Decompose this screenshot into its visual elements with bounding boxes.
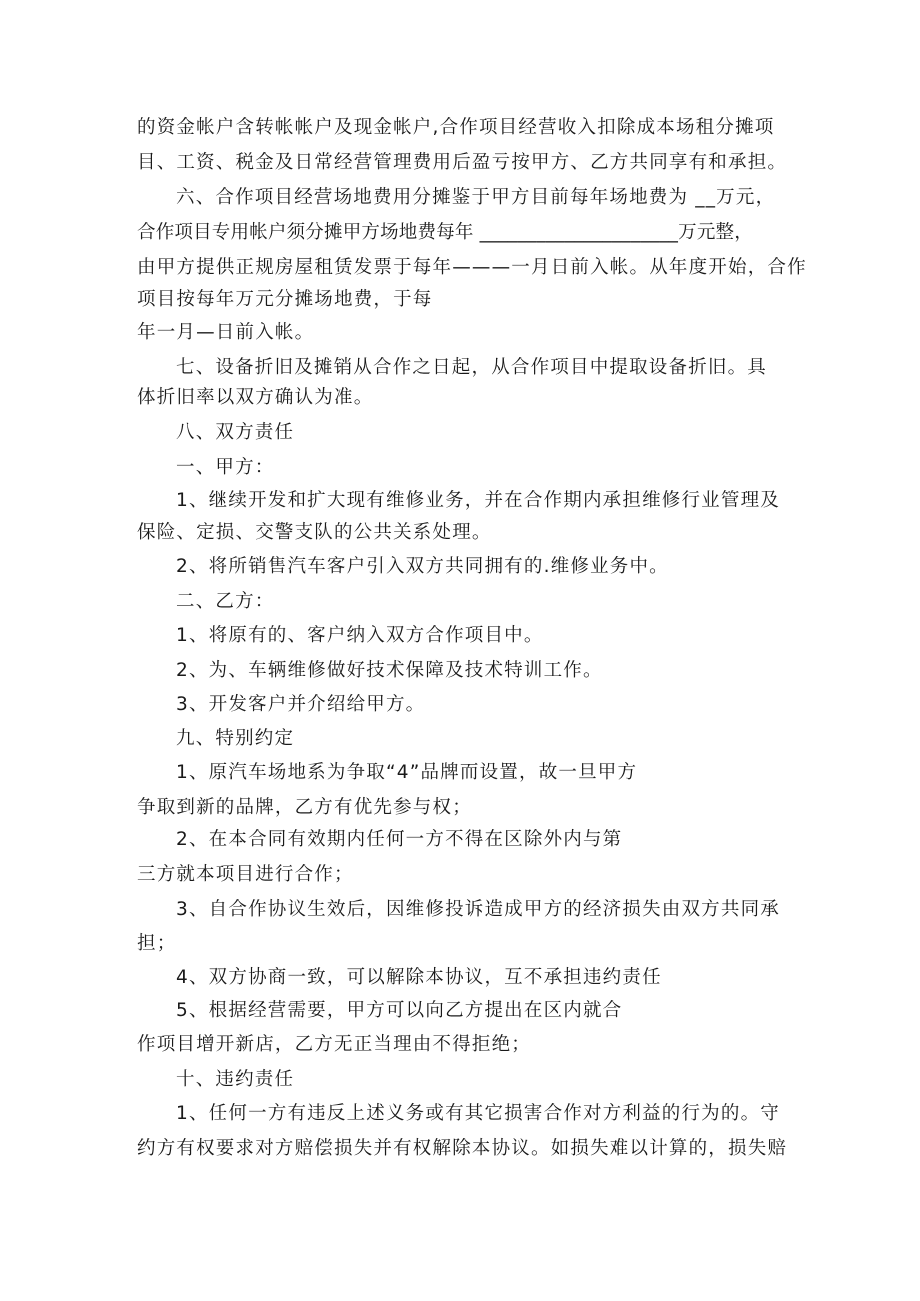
- paragraph-line: 六、合作项目经营场地费用分摊鉴于甲方目前每年场地费为 __万元，: [176, 187, 776, 208]
- paragraph-line: 约方有权要求对方赔偿损失并有权解除本协议。如损失难以计算的，损失赔: [137, 1138, 788, 1159]
- paragraph-line: 2、在本合同有效期内任何一方不得在区除外内与第: [176, 829, 623, 850]
- paragraph-line: 七、设备折旧及摊销从合作之日起，从合作项目中提取设备折旧。具: [176, 357, 768, 378]
- paragraph-line: 1、继续开发和扩大现有维修业务，并在合作期内承担维修行业管理及: [176, 490, 780, 511]
- paragraph-line: 的资金帐户含转帐帐户及现金帐户,合作项目经营收入扣除成本场租分摊项: [137, 117, 775, 138]
- paragraph-line: 5、根据经营需要，甲方可以向乙方提出在区内就合: [176, 1000, 623, 1021]
- paragraph-line: 1、任何一方有违反上述义务或有其它损害合作对方利益的行为的。守: [176, 1103, 780, 1124]
- paragraph-line: 合作项目专用帐户须分摊甲方场地费每年 _____________________万元整，: [137, 222, 753, 243]
- paragraph-line: 目、工资、税金及日常经营管理费用后盈亏按甲方、乙方共同享有和承担。: [137, 152, 788, 173]
- paragraph-line: 三方就本项目进行合作；: [137, 864, 354, 885]
- paragraph-line: 4、双方协商一致，可以解除本协议，互不承担违约责任: [176, 967, 662, 988]
- subsection-heading: 一、甲方：: [176, 457, 275, 478]
- section-heading: 九、特别约定: [176, 728, 295, 749]
- paragraph-line: 2、将所销售汽车客户引入双方共同拥有的.维修业务中。: [176, 556, 669, 577]
- paragraph-line: 保险、定损、交警支队的公共关系处理。: [137, 522, 492, 543]
- paragraph-line: 作项目增开新店，乙方无正当理由不得拒绝；: [137, 1034, 532, 1055]
- subsection-heading: 二、乙方：: [176, 591, 275, 612]
- paragraph-line: 争取到新的品牌，乙方有优先参与权；: [137, 797, 472, 818]
- paragraph-line: 由甲方提供正规房屋租赁发票于每年———一月日前入帐。从年度开始，合作: [137, 257, 807, 278]
- paragraph-line: 1、将原有的、客户纳入双方合作项目中。: [176, 625, 544, 646]
- section-heading: 十、违约责任: [176, 1069, 295, 1090]
- paragraph-line: 体折旧率以双方确认为准。: [137, 387, 374, 408]
- paragraph-line: 担；: [137, 933, 177, 954]
- paragraph-line: 年一月—日前入帐。: [137, 322, 315, 343]
- paragraph-line: 2、为、车辆维修做好技术保障及技术特训工作。: [176, 660, 603, 681]
- paragraph-line: 3、自合作协议生效后，因维修投诉造成甲方的经济损失由双方共同承: [176, 899, 780, 920]
- paragraph-line: 1、原汽车场地系为争取“4”品牌而设置，故一旦甲方: [176, 762, 638, 783]
- paragraph-line: 项目按每年万元分摊场地费，于每: [137, 289, 433, 310]
- section-heading: 八、双方责任: [176, 422, 295, 443]
- paragraph-line: 3、开发客户并介绍给甲方。: [176, 694, 426, 715]
